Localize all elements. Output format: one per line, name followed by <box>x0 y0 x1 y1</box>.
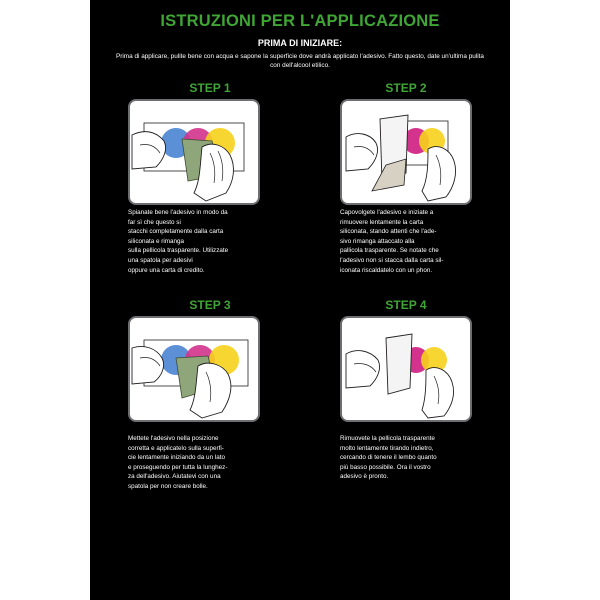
step-4-illustration <box>340 316 472 422</box>
step-1-illustration <box>128 99 260 205</box>
step-2-illustration <box>340 99 472 205</box>
intro-text: Prima di applicare, pulite bene con acqua e sapone la superficie dove andrà applicato l'adesivo. Fatto questo, date un'ultima pulita con dell'alcool etilico. <box>115 53 484 69</box>
step-1-title: STEP 1 <box>189 81 231 95</box>
instruction-sheet <box>90 0 510 600</box>
step-3-illustration <box>128 316 260 422</box>
step-3-text: Mettete l'adesivo nella posizione corretta e applicatelo sulla superfi- cie lentamente iniziando da un lato e proseguendo per tutta la lunghez- za dell'adesivo. Aiutatevi con una spatola per non creare bolle. <box>128 435 228 490</box>
step-1-text: Spianate bene l'adesivo in modo da far sì che questo si stacchi completamente dalla carta siliconata e rimanga sulla pellicola trasparente. Utilizzate una spatola per adesivi oppure una carta di credito. <box>128 209 229 274</box>
intro-heading: PRIMA DI INIZIARE: <box>257 38 343 48</box>
step-4-title: STEP 4 <box>385 298 427 312</box>
step-3-drawing <box>130 318 258 420</box>
page-title: ISTRUZIONI PER L'APPLICAZIONE <box>160 12 440 30</box>
step-1-drawing <box>130 101 258 203</box>
step-4-text: Rimuovete la pellicola trasparente molto lentamente tirando indietro, cercando di tenere il lembo quanto più basso possibile. Ora il vostro adesivo è pronto. <box>340 435 437 481</box>
step-2-drawing <box>342 101 470 203</box>
step-3-title: STEP 3 <box>189 298 231 312</box>
step-2-title: STEP 2 <box>385 81 427 95</box>
step-4-drawing <box>342 318 470 420</box>
step-2-text: Capovolgete l'adesivo e iniziate a rimuovere lentamente la carta siliconata, stando attenti che l'ade- sivo rimanga attaccato alla pallicola trasparente. Se notate che l'adesivo non si stacca dalla carta sil- iconata riscaldatelo con un phon. <box>340 209 444 274</box>
